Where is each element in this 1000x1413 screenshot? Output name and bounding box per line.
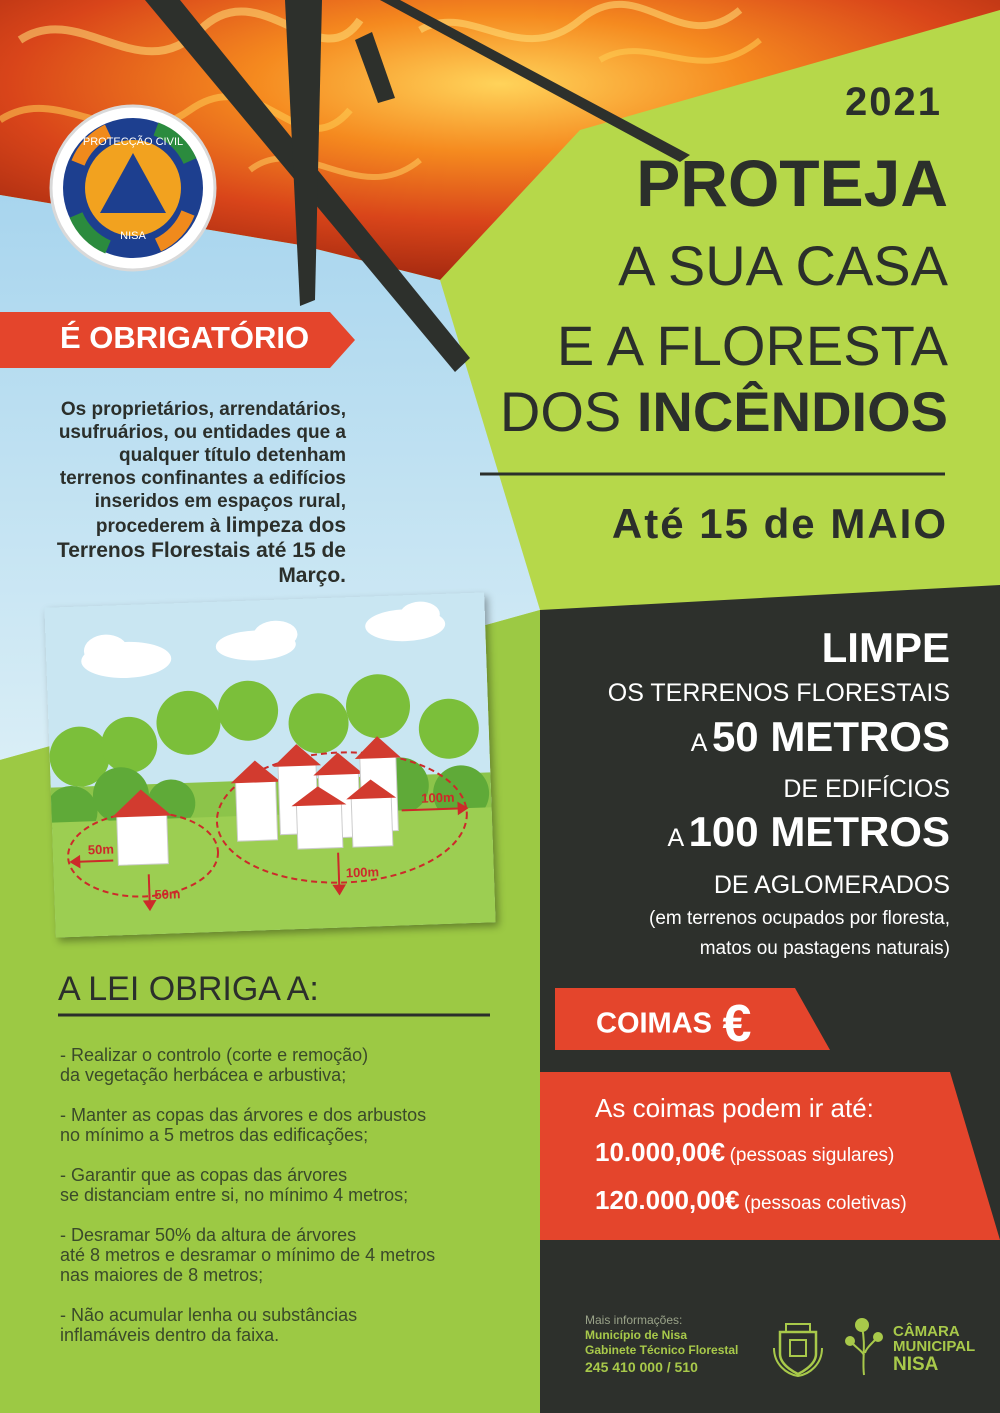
law-item: - Desramar 50% da altura de árvores até 8 metros e desramar o mínimo de 4 metros nas maiores de 8 metros; xyxy=(60,1225,436,1285)
fine-amount-2: 120.000,00€ xyxy=(595,1185,740,1215)
law-title: A LEI OBRIGA A: xyxy=(58,970,319,1008)
label-100m-bottom: 100m xyxy=(345,864,380,881)
phone-number[interactable]: 245 410 000 / 510 xyxy=(585,1359,698,1375)
fine-who-2: (pessoas coletivas) xyxy=(744,1193,907,1214)
fines-intro: As coimas podem ir até: xyxy=(595,1093,874,1123)
clean-line-5: DE AGLOMERADOS xyxy=(713,871,950,899)
deadline: Até 15 de MAIO xyxy=(611,500,948,547)
obligatory-text xyxy=(56,398,346,588)
clean-distance-50: 50 METROS xyxy=(711,713,950,760)
fine-who-1: (pessoas sigulares) xyxy=(729,1145,895,1166)
title-line-3: E A FLORESTA xyxy=(556,314,948,377)
clean-line-1: OS TERRENOS FLORESTAIS xyxy=(607,679,950,707)
clean-distance-100: 100 METROS xyxy=(688,808,950,855)
clean-title: LIMPE xyxy=(821,624,950,671)
logo-ring-text: PROTECÇÃO CIVIL xyxy=(82,136,184,148)
fines-row-2 xyxy=(595,1185,907,1216)
obligatory-body: Os proprietários, arrendatários, usufruários, ou entidades que a qualquer título detenham terrenos confinantes a edifícios inseridos em espaços rural, procederem à xyxy=(58,399,346,537)
coat-of-arms-icon xyxy=(768,1318,828,1378)
euro-icon: € xyxy=(722,995,752,1053)
label-50m-left: 50m xyxy=(87,841,115,858)
council-name: CÂMARA MUNICIPAL NISA xyxy=(893,1323,976,1375)
more-info-label: Mais informações: xyxy=(585,1313,683,1327)
clean-line-4: A 100 METROS xyxy=(667,808,950,855)
law-item: - Garantir que as copas das árvores se distanciam entre si, no mínimo 4 metros; xyxy=(60,1165,409,1205)
flower-emblem-icon xyxy=(840,1315,888,1377)
clean-note-2: matos ou pastagens naturais) xyxy=(699,938,950,959)
title-line-1: PROTEJA xyxy=(636,146,948,220)
fine-amount-1: 10.000,00€ xyxy=(595,1137,726,1167)
logo-bottom-text: NISA xyxy=(120,230,146,242)
clearance-illustration xyxy=(44,592,495,937)
obligatory-emphasis: limpeza dos Terrenos Florestais até 15 de Março. xyxy=(56,514,346,587)
title-line-4-bold: INCÊNDIOS xyxy=(636,380,948,443)
footer-info xyxy=(585,1313,765,1377)
obligatory-badge-label: É OBRIGATÓRIO xyxy=(60,320,310,355)
protecao-civil-logo xyxy=(48,103,218,273)
title-line-4-light: DOS xyxy=(499,380,622,443)
fines-badge-label: COIMAS € xyxy=(596,995,752,1053)
clean-line-2: A 50 METROS xyxy=(690,713,950,760)
label-50m-bottom: 50m xyxy=(154,886,181,903)
label-100m-right: 100m xyxy=(420,789,455,806)
title-line-4 xyxy=(500,372,948,452)
fines-row-1 xyxy=(595,1137,894,1168)
law-list xyxy=(60,1045,510,1345)
law-item: - Não acumular lenha ou substâncias inflamáveis dentro da faixa. xyxy=(60,1305,358,1345)
law-item: - Realizar o controlo (corte e remoção) da vegetação herbácea e arbustiva; xyxy=(60,1045,369,1085)
clean-note-1: (em terrenos ocupados por floresta, xyxy=(649,908,950,929)
year: 2021 xyxy=(845,80,942,124)
title-line-2: A SUA CASA xyxy=(618,234,948,297)
clean-section xyxy=(530,622,950,964)
org-name: Município de Nisa xyxy=(585,1328,688,1342)
org-office: Gabinete Técnico Florestal xyxy=(585,1343,739,1357)
clean-line-3: DE EDIFÍCIOS xyxy=(783,775,950,803)
law-item: - Manter as copas das árvores e dos arbustos no mínimo a 5 metros das edificações; xyxy=(60,1105,427,1145)
